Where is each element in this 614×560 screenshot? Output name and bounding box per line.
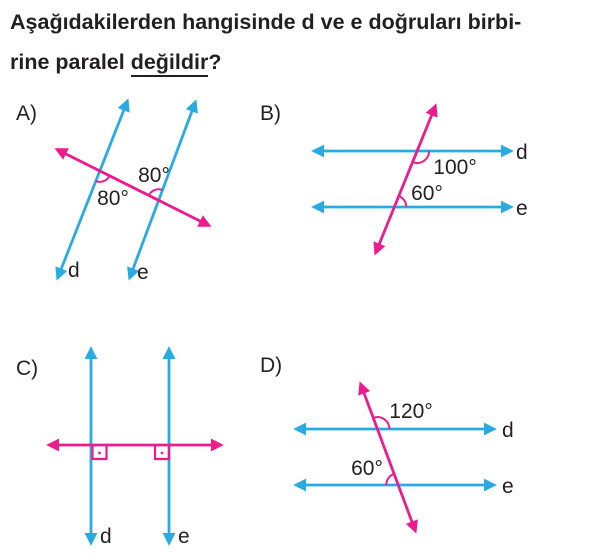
question-text xyxy=(10,2,610,82)
line-d-label: d xyxy=(100,525,112,548)
diagram-option-a xyxy=(0,90,240,295)
diagram-option-b xyxy=(250,90,614,290)
right-angle-dot-icon xyxy=(98,452,101,455)
diagram-option-c xyxy=(0,330,250,560)
option-letter-c: C) xyxy=(16,357,39,380)
diagram-option-d xyxy=(250,330,614,560)
angle-arc-icon xyxy=(386,474,394,485)
angle-label-upper: 80° xyxy=(138,164,170,187)
transversal-line xyxy=(58,150,208,225)
line-e-label: e xyxy=(137,261,149,284)
option-letter-d: D) xyxy=(260,354,283,377)
option-letter-b: B) xyxy=(260,102,281,125)
angle-label-upper: 120° xyxy=(389,400,433,423)
angle-label-upper: 100° xyxy=(433,156,477,179)
angle-arc-icon xyxy=(399,196,407,207)
angle-label-lower: 80° xyxy=(97,187,129,210)
line-e-label: e xyxy=(516,197,528,220)
line-d-label: d xyxy=(516,141,528,164)
line-d-label: d xyxy=(502,419,514,442)
line-e-label: e xyxy=(178,525,190,548)
right-angle-dot-icon xyxy=(161,452,164,455)
transversal-line xyxy=(376,107,435,252)
line-d-label: d xyxy=(68,259,80,282)
angle-label-lower: 60° xyxy=(411,182,443,205)
option-letter-a: A) xyxy=(16,102,37,125)
angle-label-lower: 60° xyxy=(351,457,383,480)
line-e-label: e xyxy=(502,475,514,498)
question-underlined-word: değildir xyxy=(131,50,209,77)
question-line-2: rine paralel değildir? xyxy=(10,42,610,82)
question-line-1: Aşağıdakilerden hangisinde d ve e doğruları birbi- xyxy=(10,10,522,34)
